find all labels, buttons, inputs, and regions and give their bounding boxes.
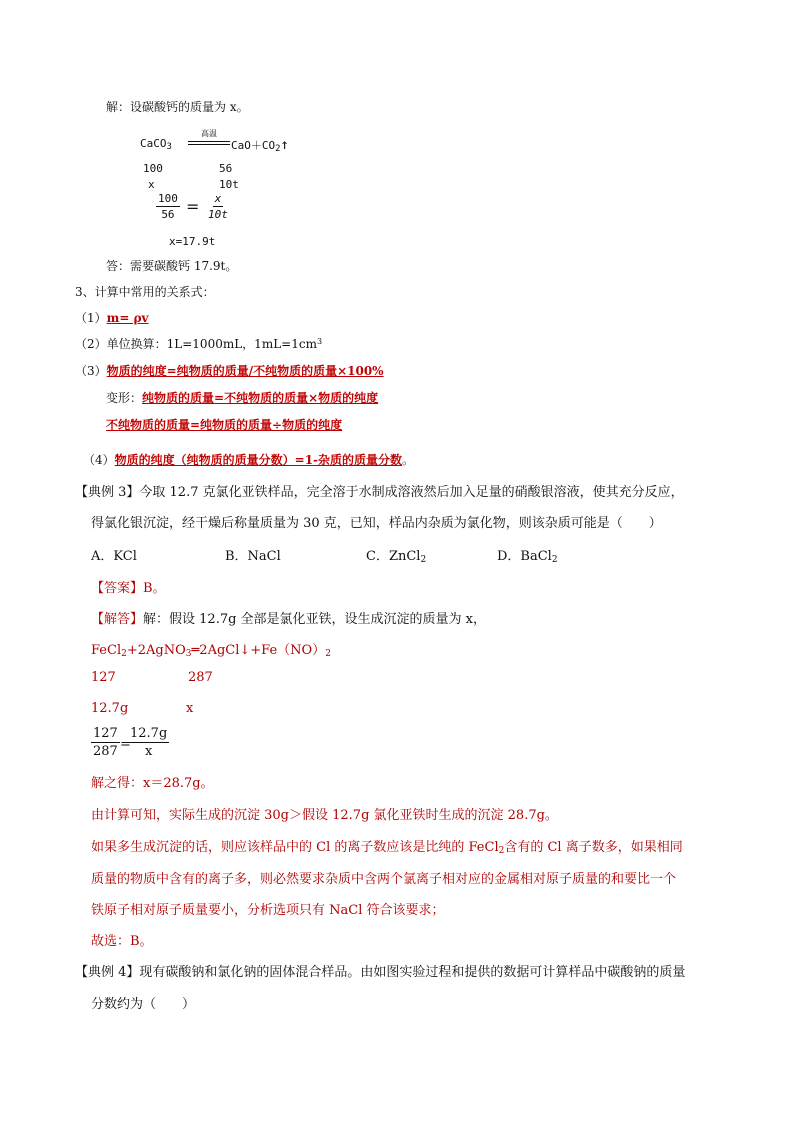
fraction-right: $\frac{x}{10t}$ (208, 192, 228, 221)
option-a: A．KCl (91, 549, 137, 564)
example3-line2: 得氯化银沉淀，经干燥后称量质量为 30 克，已知，样品内杂质为氯化物，则该杂质可能是（ ） (91, 516, 662, 531)
fraction-left: $\frac{100}{56}$ (158, 192, 178, 221)
option-b: B．NaCl (225, 549, 281, 564)
item4: （4）物质的纯度（纯物质的质量分数）=1-杂质的质量分数。 (83, 453, 415, 467)
calc-explanation: 由计算可知，实际生成的沉淀 30g＞假设 12.7g 氯化亚铁时生成的沉淀 28.7g。 (91, 808, 558, 823)
explanation-line1: 如果多生成沉淀的话，则应该样品中的 Cl 的离子数应该是比纯的 FeCl$_2$含有的 Cl 离子数多，如果相同 (91, 840, 683, 856)
mass-287: 287 (188, 670, 213, 685)
example4-line1: 【典例 4】现有碳酸钠和氯化钠的固体混合样品。由如图实验过程和提供的数据可计算样品中碳酸钠的质量 (75, 965, 686, 980)
final-choice: 故选：B。 (91, 934, 153, 949)
ratio-equals: = (120, 737, 131, 752)
option-c: C．ZnCl$_2$ (366, 549, 427, 565)
explanation-line3: 铁原子相对原子质量要小，分析选项只有 NaCl 符合该要求； (91, 903, 445, 918)
equation-line-top (188, 141, 230, 143)
option-d: D．BaCl$_2$ (497, 549, 558, 565)
equation-line-bottom (188, 144, 230, 146)
given-12-7g: 12.7g (91, 701, 129, 716)
reaction-condition: 高温 (201, 129, 217, 138)
analysis: 【解答】解：假设 12.7g 全部是氯化亚铁，设生成沉淀的质量为 x， (91, 612, 487, 627)
solution-result: x=17.9t (169, 235, 216, 248)
explanation-line2: 质量的物质中含有的离子多，则必然要求杂质中含两个氯离子相对应的金属相对原子质量的和要比一个 (91, 872, 677, 887)
item3-variant: 变形：纯物质的质量=不纯物质的质量×物质的纯度 (106, 391, 379, 405)
unknown-x: x (186, 701, 194, 716)
reaction-equation: $FeCl_2+2AgNO_3═2AgCl↓+Fe(NO)_2$ (91, 643, 331, 659)
section-title: 3、计算中常用的关系式： (75, 285, 215, 299)
mass-127: 127 (91, 670, 116, 685)
item3-variant2: 不纯物质的质量=纯物质的质量÷物质的纯度 (106, 418, 343, 432)
chemical-equation: CaCO$_3$ (140, 137, 172, 152)
ratio-left: $\frac{127}{287}$ (93, 726, 118, 759)
answer: 【答案】B。 (91, 581, 166, 596)
molar-mass-cao: 56 (219, 162, 233, 175)
solve-result: 解之得：x＝28.7g。 (91, 776, 214, 791)
molar-mass-caco3: 100 (143, 162, 163, 175)
equation-products: $CaO+CO_2↑$ (231, 137, 289, 154)
unknown-x: x (148, 178, 155, 191)
item3: （3）物质的纯度=纯物质的质量/不纯物质的质量×100% (75, 364, 384, 378)
item1: （1）m= ρv (75, 311, 149, 325)
example3-line1: 【典例 3】今取 12.7 克氯化亚铁样品，完全溶于水制成溶液然后加入足量的硝酸银溶液，使其充分反应， (75, 485, 684, 500)
example4-line2: 分数约为（ ） (91, 997, 196, 1012)
equals-sign: = (186, 197, 200, 216)
solution-answer: 答：需要碳酸钙 17.9t。 (106, 259, 238, 273)
solution-intro: 解：设碳酸钙的质量为 x。 (106, 100, 249, 114)
given-mass: 10t (219, 178, 239, 191)
ratio-right: $\frac{12.7g}{x}$ (130, 726, 168, 759)
item2: （2）单位换算：1L=1000mL，$1mL=1cm^3$ (75, 337, 323, 351)
